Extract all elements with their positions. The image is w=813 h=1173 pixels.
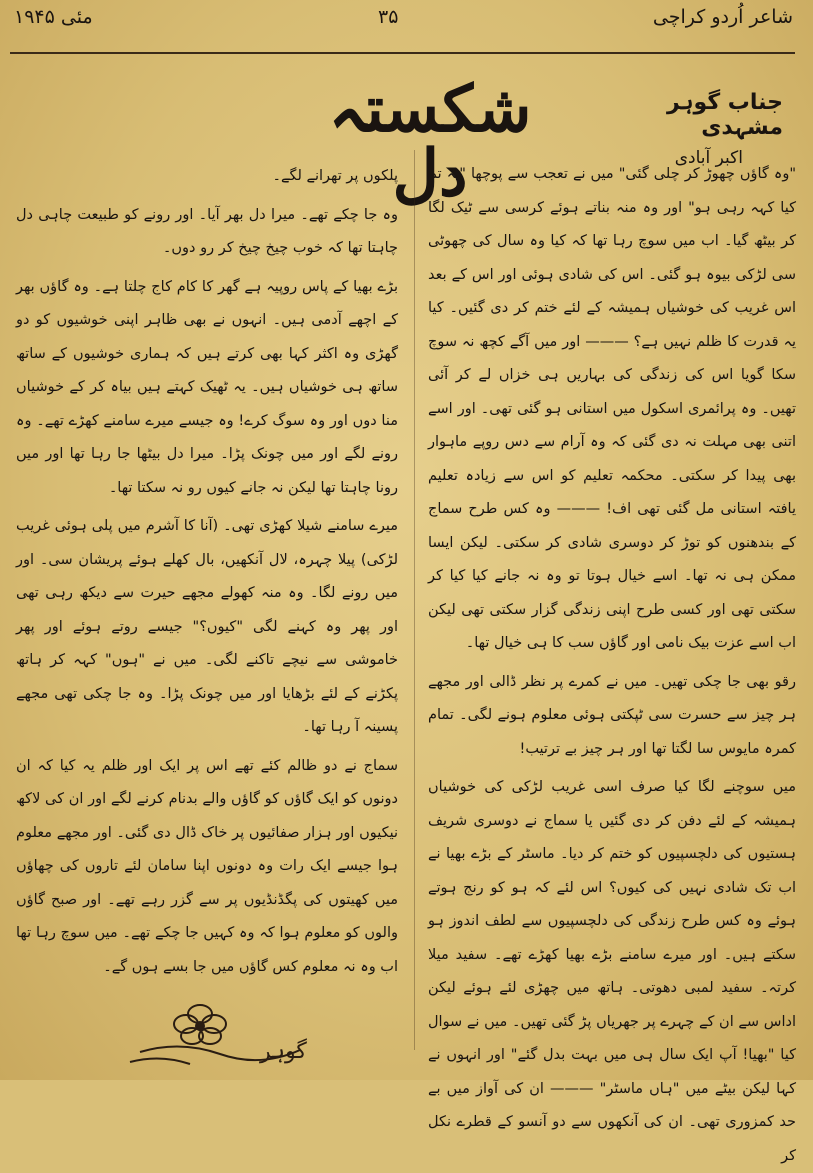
left-paragraph-3: بڑے بھیا کے پاس روپیہ ہے گھر کا کام کاج چلتا ہے۔ وہ گاؤں بھر کے اچھے آدمی ہیں۔ انہوں نے بھی ظاہر اپنی خوشیوں کو دو گھڑی وہ اکثر کہا بھی کرتے ہیں کہ ہماری خوشیوں کے ساتھ ساتھ ہی خوشیاں ہیں۔ یہ ٹھیک کہتے ہیں بیاہ کر کے خوشیاں منا دوں اور وہ سوگ کرے! وہ جیسے میرے سامنے کھڑے تھے۔ وہ رونے لگے اور میں چونک پڑا۔ میرا دل بیٹھا جا رہا تھا اور میں رونا چاہتا تھا لیکن نہ جانے کیوں رو نہ سکتا تھا۔ <box>16 278 398 496</box>
ornament-signature: گوہر <box>260 1039 307 1064</box>
article-title: شکستہ دل <box>328 72 532 211</box>
author-block <box>583 90 783 168</box>
left-paragraph-2: وہ جا چکے تھے۔ میرا دل بھر آیا۔ اور رونے کو طبیعت چاہی دل چاہتا تھا کہ خوب چیخ چیخ کر رو دوں۔ <box>16 206 398 256</box>
right-paragraph-1: "وہ گاؤں چھوڑ کر چلی گئی" میں نے تعجب سے پوچھا "یہ تم کیا کہہ رہی ہو" اور وہ منہ بناتے ہوئے کرسی سے ٹیک لگا کر بیٹھ گیا۔ اب میں سوچ رہا تھا کہ کیا وہ سال کی چھوٹی سی لڑکی بیوہ ہو گئی۔ اس کی شادی ہوئی اور اس کے بعد اس غریب کی خوشیاں ہمیشہ کے لئے ختم کر دی گئیں۔ کیا یہ قدرت کا ظلم نہیں ہے؟ ——— اور میں آگے کچھ نہ سوچ سکا گویا اس کی زندگی کی بہاریں ہی خزاں لے کر آئی تھیں۔ وہ پرائمری اسکول میں استانی ہو گئی تھی۔ اور اسے اتنی بھی مہلت نہ دی گئی کہ وہ آرام سے دس روپے ماہوار بھی پیدا کر سکتی۔ محکمہ تعلیم کو اس سے زیادہ تعلیم یافتہ استانی مل گئی تھی اف! ——— وہ کس طرح سماج کے بندھنوں کو توڑ کر دوسری شادی کر سکتی۔ لیکن ایسا ممکن ہی نہ تھا۔ اسے خیال ہوتا تو وہ نہ جانے کیا کیا کر سکتی تھی اور کسی طرح اپنی زندگی گزار سکتی تھی لیکن اب اسے عزت بیک نامی اور گاؤں سب کا ہی خیال تھا۔ <box>428 166 796 651</box>
right-paragraph-2: رقو بھی جا چکی تھیں۔ میں نے کمرے پر نظر ڈالی اور مجھے ہر چیز سے حسرت سی ٹپکتی ہوئی معلوم ہونے لگی۔ تمام کمرہ مایوس سا لگتا تھا اور ہر چیز بے ترتیب! <box>428 673 796 757</box>
column-divider <box>414 150 415 1050</box>
right-column <box>428 158 796 1164</box>
issue-date: مئی ۱۹۴۵ <box>14 6 93 28</box>
floral-ornament <box>120 992 350 1072</box>
left-column <box>16 160 398 975</box>
right-paragraph-3: میں سوچنے لگا کیا صرف اسی غریب لڑکی کی خوشیاں ہمیشہ کے لئے دفن کر دی گئیں یا سماج نے دوسری شریف ہستیوں کی دلچسپیوں کو ختم کر دیا۔ ماسٹر کے بڑے بھیا نے اب تک شادی نہیں کی کیوں؟ اس لئے کہ ہو کو رنج ہوتے ہوئے وہ کس طرح زندگی کی دلچسپیوں سے لطف اندوز ہو سکتے ہیں۔ اور میرے سامنے بڑے بھیا کھڑے تھے۔ سفید میلا کرتہ۔ سفید لمبی دھوتی۔ ہاتھ میں چھڑی لئے ہوئے لیکن اداس سے ان کے چہرے پر جھریاں پڑ گئی تھیں۔ میں نے سوال کیا "بھیا! آپ ایک سال ہی میں بہت بدل گئے" اور انہوں نے کہا لیکن بیٹے میں "ہاں ماسٹر" ——— ان کی آواز میں بے حد کمزوری تھی۔ ان کی آنکھوں سے دو آنسو کے قطرے نکل کر <box>428 779 796 1164</box>
header-rule <box>10 52 795 54</box>
magazine-name: شاعر اُردو کراچی <box>652 6 793 28</box>
author-name: جناب گوہر مشہدی <box>666 90 783 140</box>
left-paragraph-1: پلکوں پر تھرانے لگے۔ <box>272 168 398 184</box>
left-paragraph-4: میرے سامنے شیلا کھڑی تھی۔ (آنا کا آشرم میں پلی ہوئی غریب لڑکی) پیلا چہرہ، لال آنکھیں، بال کھلے ہوئے پریشان سی۔ اور میں رونے لگا۔ وہ منہ کھولے مجھے حیرت سے دیکھ رہی تھی اور پھر وہ کہنے لگی "کیوں؟" جیسے روتے ہوئے اور پھر خاموشی سے نیچے تاکنے لگی۔ میں نے "ہوں" کہہ کر ہاتھ پکڑنے کے لئے بڑھایا اور میں چونک پڑا۔ وہ جا چکی تھی مجھے پسینہ آ رہا تھا۔ <box>16 518 398 735</box>
page-number: ۳۵ <box>378 6 399 28</box>
author-place: اکبر آبادی <box>674 148 743 168</box>
left-paragraph-5: سماج نے دو ظالم کئے تھے اس پر ایک اور ظلم یہ کیا کہ ان دونوں کو ایک گاؤں کو گاؤں والے بدنام کرنے لگے اور ان کی لاکھ نیکیوں اور ہزار صفائیوں پر خاک ڈال دی گئی۔ اور مجھے معلوم ہوا جیسے ایک رات وہ دونوں اپنا سامان لئے تاروں کی چھاؤں میں کھیتوں کی پگڈنڈیوں پر سے گزر رہے تھے۔ اور صبح گاؤں والوں کو معلوم ہوا کہ وہ کہیں جا چکے تھے۔ میں سوچ رہا تھا اب وہ نہ معلوم کس گاؤں میں جا بسے ہوں گے۔ <box>16 757 398 975</box>
